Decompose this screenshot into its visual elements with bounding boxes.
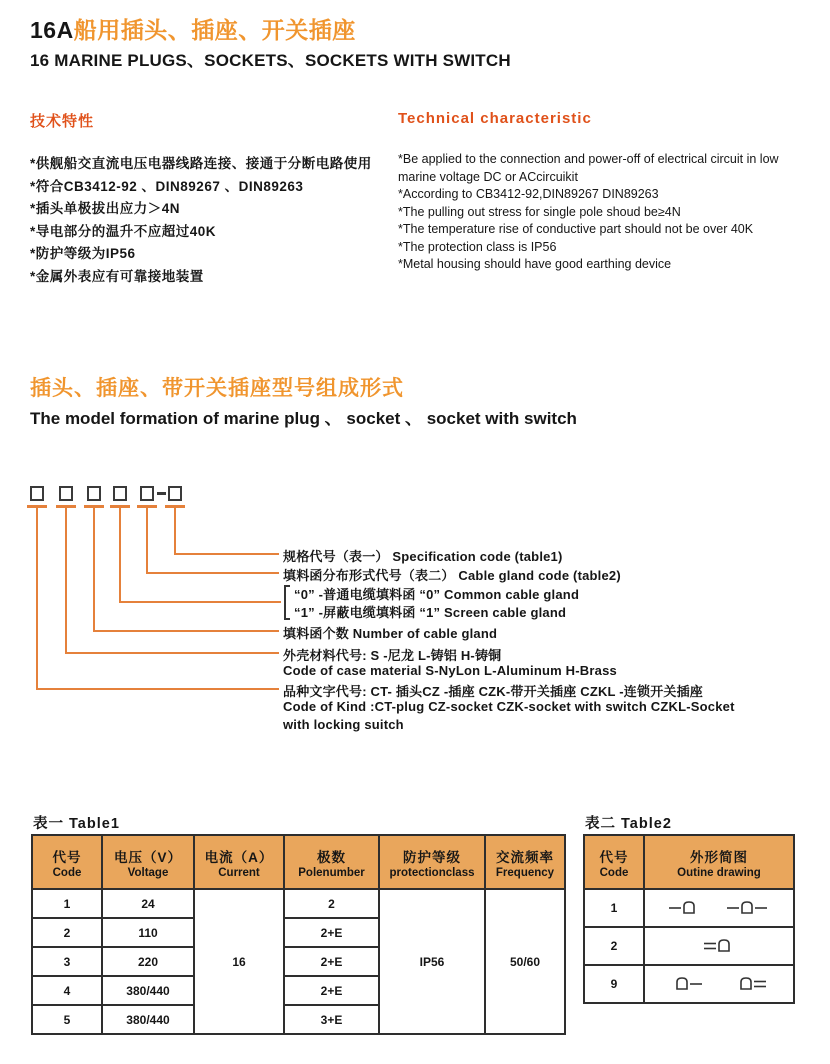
tech-item-en: *The pulling out stress for single pole shoud be≥4N — [398, 204, 681, 219]
diagram-line — [119, 508, 121, 603]
model-label-material-en: Code of case material S-NyLon L-Aluminum H-Brass — [283, 663, 617, 678]
cell-code: 9 — [584, 965, 644, 1003]
col-header-polenumber: 极数 Polenumber — [284, 835, 379, 889]
gland-dash-right-icon — [669, 975, 705, 993]
page-title — [30, 12, 511, 45]
cell-code: 4 — [32, 976, 102, 1005]
gland-dash-both-icon — [724, 899, 772, 917]
cell-code: 2 — [584, 927, 644, 965]
model-section-header — [30, 372, 577, 429]
bracket-glyph — [284, 585, 290, 620]
tech-section-zh — [30, 110, 385, 288]
tech-item-zh: *插头单极拔出应力＞4N — [30, 201, 181, 216]
cell-pole: 2 — [284, 889, 379, 918]
table2-caption: 表二 Table2 — [585, 816, 672, 832]
page-subtitle: 16 MARINE PLUGS、SOCKETS、SOCKETS WITH SWITCH — [30, 51, 511, 70]
gland-double-dash-right-icon — [733, 975, 769, 993]
model-label-kind-zh: 品种文字代号: CT- 插头CZ -插座 CZK-带开关插座 CZKL -连锁开关插座 — [283, 684, 703, 699]
cell-voltage: 110 — [102, 918, 194, 947]
diagram-line — [93, 508, 95, 632]
col-header-frequency: 交流频率 Frequency — [485, 835, 565, 889]
diagram-line — [146, 508, 148, 574]
col-header-voltage: 电压（V） Voltage — [102, 835, 194, 889]
tech-item-zh: *符合CB3412-92 、DIN89267 、DIN89263 — [30, 178, 304, 194]
cell-voltage: 380/440 — [102, 976, 194, 1005]
gland-dash-left-icon — [666, 899, 702, 917]
table1-header-row — [32, 835, 565, 889]
col-header-protectionclass: 防护等级 protectionclass — [379, 835, 485, 889]
col-header-outline-drawing: 外形简图 Outine drawing — [644, 835, 794, 889]
cell-voltage: 380/440 — [102, 1005, 194, 1034]
cell-pole: 3+E — [284, 1005, 379, 1034]
cell-voltage: 24 — [102, 889, 194, 918]
page-header — [30, 12, 511, 71]
diagram-line — [65, 508, 67, 654]
model-label-gland1: “1” -屏蔽电缆填料函 “1” Screen cable gland — [294, 605, 567, 620]
tech-item-zh: *金属外表应有可靠接地装置 — [30, 268, 204, 284]
tech-heading-en: Technical characteristic — [398, 110, 592, 127]
col-header-code: 代号 Code — [32, 835, 102, 889]
model-heading-zh: 插头、插座、带开关插座型号组成形式 — [30, 377, 404, 400]
cell-code: 1 — [584, 889, 644, 927]
cell-code: 3 — [32, 947, 102, 976]
tech-section-en — [398, 110, 813, 274]
cell-protection-merged: IP56 — [379, 889, 485, 1034]
model-code-box-3 — [87, 486, 101, 501]
model-label-gland-count: 填料函个数 Number of cable gland — [283, 626, 498, 641]
page-title-prefix: 16A — [30, 17, 74, 43]
tech-item-en: *The protection class is IP56 — [398, 239, 557, 254]
diagram-line — [119, 601, 281, 603]
diagram-line — [65, 652, 279, 654]
tech-list-zh — [30, 153, 385, 288]
tech-item-zh: *供舰船交直流电压电器线路连接、接通于分断电路使用 — [30, 156, 372, 171]
model-code-box-4 — [113, 486, 127, 501]
model-label-kind-en1: Code of Kind :CT-plug CZ-socket CZK-socket with switch CZKL-Socket — [283, 699, 735, 714]
col-header-code: 代号 Code — [584, 835, 644, 889]
model-code-dash — [157, 492, 166, 495]
model-label-gland-code: 填料函分布形式代号（表二） Cable gland code (table2) — [283, 568, 621, 583]
tech-item-en: *Metal housing should have good earthing device — [398, 257, 672, 271]
table-row — [584, 927, 794, 965]
model-label-gland0: “0” -普通电缆填料函 “0” Common cable gland — [294, 587, 580, 602]
cell-code: 1 — [32, 889, 102, 918]
diagram-line — [36, 508, 38, 690]
table-row — [32, 889, 565, 918]
tech-item-en: *Be applied to the connection and power-off of electrical circuit in low marine voltage DC or ACcircuikit — [398, 152, 779, 184]
model-label-kind-en2: with locking suitch — [283, 717, 404, 732]
tech-item-en: *The temperature rise of conductive part should not be over 40K — [398, 222, 754, 236]
cell-voltage: 220 — [102, 947, 194, 976]
model-heading-en: The model formation of marine plug 、 socket 、 socket with switch — [30, 409, 577, 428]
diagram-line — [146, 572, 279, 574]
model-label-material-zh: 外壳材料代号: S -尼龙 L-铸铝 H-铸铜 — [283, 648, 502, 663]
cell-code: 2 — [32, 918, 102, 947]
cell-current-merged: 16 — [194, 889, 284, 1034]
table-row — [584, 965, 794, 1003]
cell-pole: 2+E — [284, 976, 379, 1005]
table1 — [31, 834, 566, 1035]
tech-item-en: *According to CB3412-92,DIN89267 DIN89263 — [398, 187, 659, 201]
tech-list-en — [398, 151, 813, 274]
cell-pole: 2+E — [284, 918, 379, 947]
table-row — [584, 889, 794, 927]
table2-header-row — [584, 835, 794, 889]
model-label-spec: 规格代号（表一） Specification code (table1) — [283, 549, 563, 564]
cell-frequency-merged: 50/60 — [485, 889, 565, 1034]
page-title-zh: 船用插头、插座、开关插座 — [73, 17, 356, 43]
diagram-line — [36, 688, 279, 690]
diagram-line — [93, 630, 279, 632]
tech-heading-zh: 技术特性 — [30, 113, 95, 130]
table2 — [583, 834, 795, 1004]
diagram-line — [174, 508, 176, 555]
table1-caption: 表一 Table1 — [33, 816, 120, 832]
model-code-box-1 — [30, 486, 44, 501]
cell-pole: 2+E — [284, 947, 379, 976]
tech-item-zh: *防护等级为IP56 — [30, 246, 136, 261]
model-code-box-2 — [59, 486, 73, 501]
diagram-line — [174, 553, 279, 555]
model-code-box-6 — [168, 486, 182, 501]
cell-code: 5 — [32, 1005, 102, 1034]
tech-item-zh: *导电部分的温升不应超过40K — [30, 223, 217, 239]
gland-double-dash-left-icon — [701, 937, 737, 955]
model-code-box-5 — [140, 486, 154, 501]
col-header-current: 电流（A） Current — [194, 835, 284, 889]
